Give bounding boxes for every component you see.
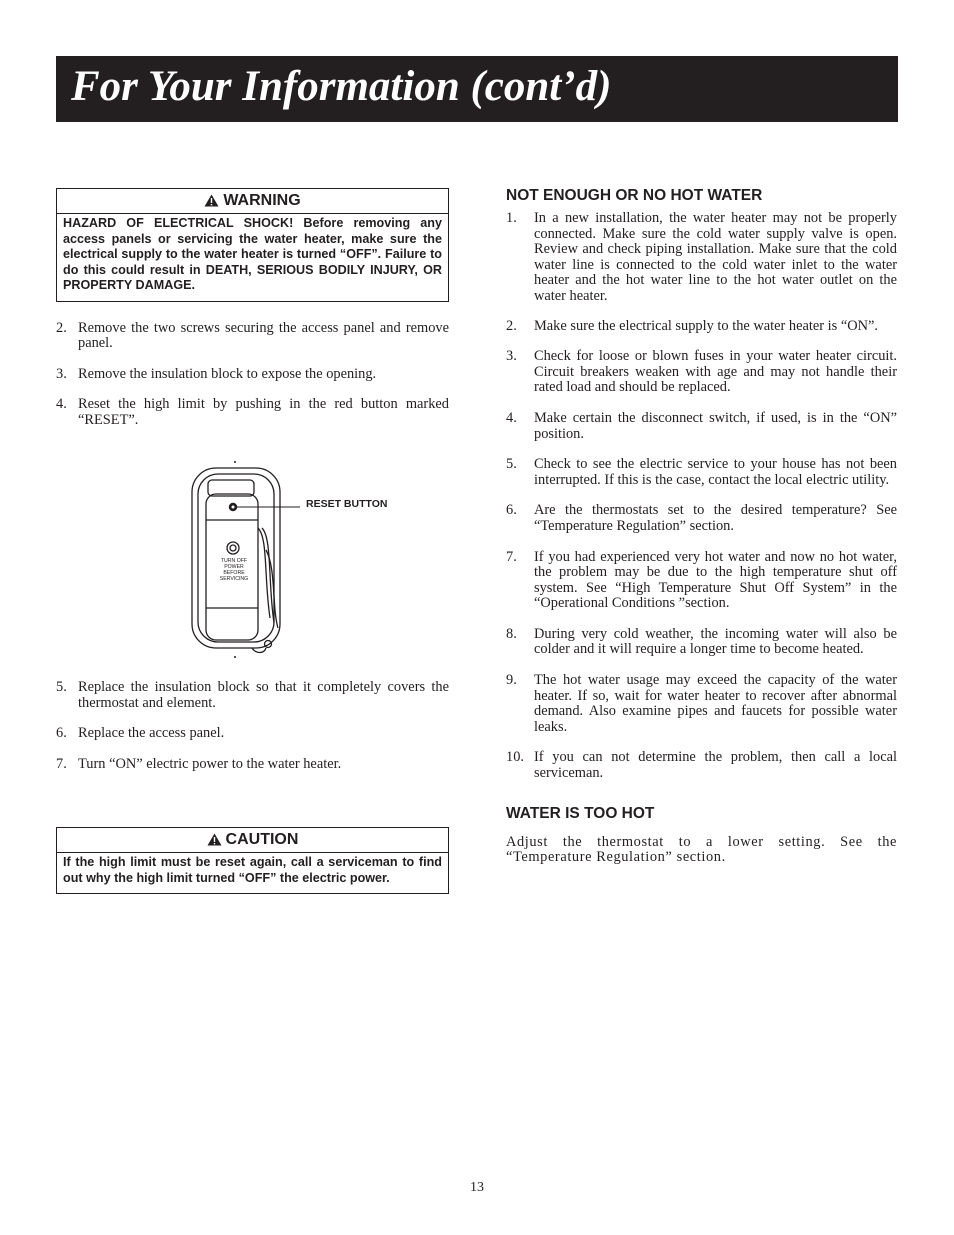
list-item [506, 750, 897, 781]
list-item [56, 321, 449, 352]
list-item [506, 211, 897, 305]
warning-header [57, 189, 448, 214]
replace-steps-list [56, 680, 449, 772]
warning-text: HAZARD OF ELECTRICAL SHOCK! Before removing any access panels or servicing the water heater, make sure the electrical supply to the water heater is turned “OFF”. Failure to do this could result in DEATH, SERIOUS BODILY INJURY, OR PROPERTY DAMAGE. [63, 216, 442, 292]
step-number: 2. [506, 317, 517, 334]
page-header [56, 56, 898, 122]
step-number: 6. [56, 725, 67, 742]
water-too-hot-text: Adjust the thermostat to a lower setting. See the “Temperature Regulation” section. [506, 833, 897, 866]
step-text: Turn “ON” electric power to the water heater. [78, 755, 342, 772]
step-number: 9. [506, 672, 517, 689]
caution-label: CAUTION [225, 831, 299, 848]
caution-header [57, 828, 448, 853]
step-text: The hot water usage may exceed the capacity of the water heater. If so, wait for water heater to recover after abnormal demand. Also examine pipes and faucets for possible water leaks. [534, 672, 897, 735]
troubleshooting-list [506, 211, 897, 782]
warning-label: WARNING [223, 192, 301, 209]
list-item [56, 726, 449, 742]
step-number: 7. [56, 755, 67, 772]
step-number: 3. [506, 348, 517, 365]
list-item [56, 367, 449, 383]
step-text: Remove the insulation block to expose the opening. [78, 365, 377, 382]
caution-box [56, 827, 449, 894]
step-number: 4. [56, 396, 67, 413]
not-enough-hot-water-title: NOT ENOUGH OR NO HOT WATER [506, 187, 763, 204]
step-number: 10. [506, 749, 524, 766]
step-text: Reset the high limit by pushing in the red button marked “RESET”. [78, 396, 449, 428]
list-item [506, 503, 897, 534]
step-text: In a new installation, the water heater may not be properly connected. Make sure the cold water supply valve is open. Review and check piping installation. Make sure that the cold water line is connected to the cold water inlet to the water heater and the hot water line to the hot water outlet on the water heater. [534, 210, 897, 304]
step-text: Replace the access panel. [78, 725, 225, 742]
page-title: For Your Information (cont’d) [71, 63, 612, 110]
page-number: 13 [470, 1180, 484, 1195]
step-text: Replace the insulation block so that it completely covers the thermostat and element. [78, 679, 449, 711]
step-text: Check for loose or blown fuses in your water heater circuit. Circuit breakers weaken with age and may not handle their rated load and should be replaced. [534, 348, 897, 396]
left-column-continued [56, 680, 449, 772]
step-text: During very cold weather, the incoming water will also be colder and it will require a longer time to become heated. [534, 625, 897, 658]
list-item [56, 680, 449, 711]
step-number: 5. [506, 456, 517, 473]
right-column [506, 186, 897, 866]
list-item [56, 397, 449, 428]
list-item [506, 673, 897, 735]
step-text: Check to see the electric service to your house has not been interrupted. If this is the case, contact the local electric utility. [534, 456, 897, 488]
step-number: 3. [56, 365, 67, 382]
step-text: Are the thermostats set to the desired temperature? See “Temperature Regulation” section. [534, 502, 897, 534]
list-item [506, 457, 897, 488]
step-number: 1. [506, 210, 517, 226]
list-item [506, 627, 897, 658]
list-item [506, 411, 897, 442]
step-text: Make certain the disconnect switch, if used, is in the “ON” position. [534, 409, 897, 442]
step-number: 7. [506, 548, 517, 565]
warning-box [56, 188, 449, 302]
caution-triangle-icon [207, 830, 222, 854]
caution-text: If the high limit must be reset again, call a serviceman to find out why the high limit turned “OFF” the electric power. [63, 855, 442, 885]
step-text: Make sure the electrical supply to the water heater is “ON”. [534, 317, 879, 334]
step-number: 6. [506, 502, 517, 519]
list-item [506, 349, 897, 396]
list-item [56, 757, 449, 773]
list-item [506, 319, 897, 335]
step-text: Remove the two screws securing the access panel and remove panel. [78, 319, 449, 352]
step-text: If you had experienced very hot water and now no hot water, the problem may be due to the high temperature shut off system. See “High Temperature Shut Off System” in the “Operational Conditions ”section. [534, 548, 897, 612]
step-text: If you can not determine the problem, then call a local serviceman. [534, 749, 897, 782]
reset-button-label: RESET BUTTON [306, 498, 388, 510]
figure-inner-text: TURN OFF POWER BEFORE SERVICING [219, 558, 249, 582]
step-number: 2. [56, 319, 67, 336]
list-item [506, 550, 897, 612]
reset-steps-list [56, 321, 449, 429]
thermostat-figure [190, 458, 430, 663]
left-column [56, 188, 449, 428]
step-number: 4. [506, 409, 517, 426]
water-too-hot-title: WATER IS TOO HOT [506, 804, 655, 822]
warning-triangle-icon [204, 191, 219, 215]
step-number: 8. [506, 625, 517, 642]
step-number: 5. [56, 679, 67, 695]
